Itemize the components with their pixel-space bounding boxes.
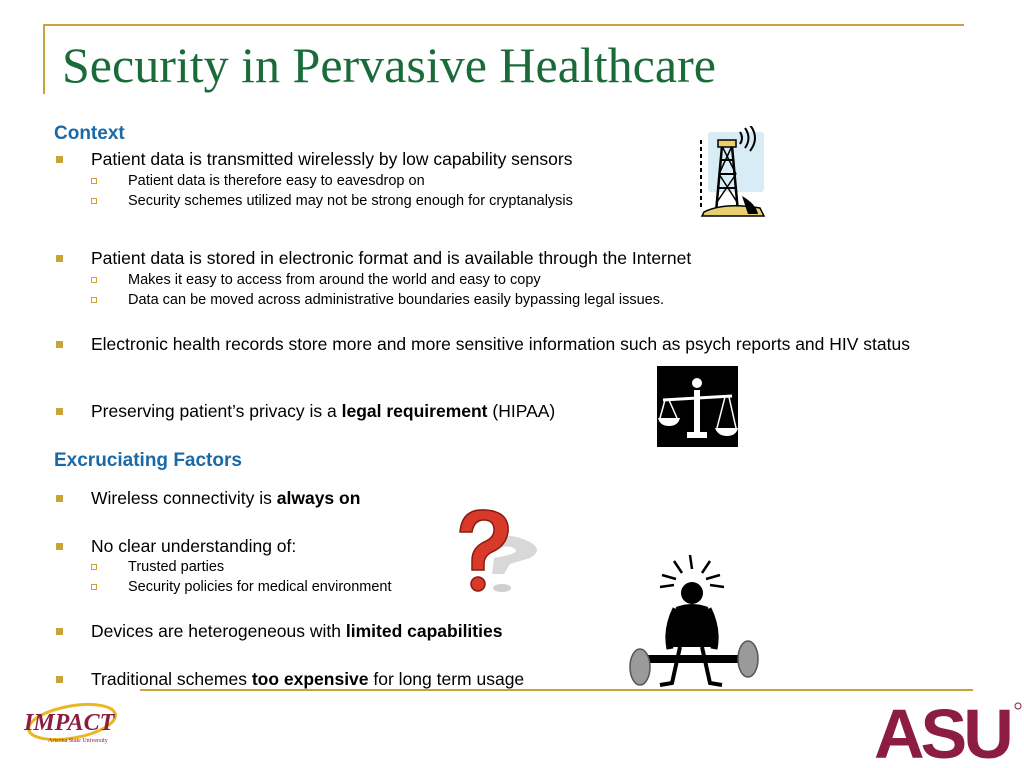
bullet-text: Traditional schemes too expensive for long term usage bbox=[91, 669, 525, 689]
weightlifter-icon bbox=[624, 551, 768, 695]
sub-bullet-marker bbox=[91, 198, 97, 204]
left-rule bbox=[43, 24, 45, 94]
sub-bullet-marker bbox=[91, 178, 97, 184]
slide-title: Security in Pervasive Healthcare bbox=[62, 37, 716, 93]
bullet-text: Preserving patient’s privacy is a legal requirement (HIPAA) bbox=[91, 401, 556, 421]
radio-tower-icon bbox=[698, 126, 768, 220]
bullet-text: Wireless connectivity is always on bbox=[91, 488, 361, 508]
impact-logo-subtext: Arizona State University bbox=[48, 738, 108, 744]
sub-bullet-text: Data can be moved across administrative boundaries easily bypassing legal issues. bbox=[128, 292, 664, 308]
asu-logo-text: ASU bbox=[874, 700, 1010, 762]
sub-bullet-marker bbox=[91, 564, 97, 570]
sub-bullet-marker bbox=[91, 297, 97, 303]
bullet-marker bbox=[56, 495, 63, 502]
sub-bullet-text: Trusted parties bbox=[128, 559, 225, 575]
bullet-marker bbox=[56, 408, 63, 415]
bottom-rule bbox=[140, 689, 973, 691]
bullet-marker bbox=[56, 341, 63, 348]
bullet-text: Electronic health records store more and more sensitive information such as psych reports and HIV status bbox=[91, 334, 910, 354]
bullet-text: Patient data is transmitted wirelessly by low capability sensors bbox=[91, 149, 573, 169]
sub-bullet-marker bbox=[91, 277, 97, 283]
sub-bullet-marker bbox=[91, 584, 97, 590]
bullet-marker bbox=[56, 628, 63, 635]
question-mark-icon bbox=[452, 506, 542, 596]
scales-of-justice-icon bbox=[657, 366, 738, 447]
bullet-marker bbox=[56, 156, 63, 163]
sub-bullet-text: Security schemes utilized may not be strong enough for cryptanalysis bbox=[128, 193, 573, 209]
bullet-marker bbox=[56, 543, 63, 550]
context-heading: Context bbox=[54, 123, 125, 144]
factors-heading: Excruciating Factors bbox=[54, 450, 242, 471]
bullet-marker bbox=[56, 676, 63, 683]
bullet-marker bbox=[56, 255, 63, 262]
sub-bullet-text: Makes it easy to access from around the world and easy to copy bbox=[128, 272, 541, 288]
bullet-text: No clear understanding of: bbox=[91, 536, 297, 556]
sub-bullet-text: Patient data is therefore easy to eavesdrop on bbox=[128, 173, 425, 189]
bullet-text: Devices are heterogeneous with limited capabilities bbox=[91, 621, 503, 641]
asu-logo bbox=[874, 700, 1022, 762]
bullet-text: Patient data is stored in electronic format and is available through the Internet bbox=[91, 248, 692, 268]
sub-bullet-text: Security policies for medical environment bbox=[128, 579, 392, 595]
top-rule bbox=[43, 24, 964, 26]
impact-logo-text: IMPACT bbox=[24, 710, 115, 736]
impact-logo bbox=[20, 700, 118, 750]
